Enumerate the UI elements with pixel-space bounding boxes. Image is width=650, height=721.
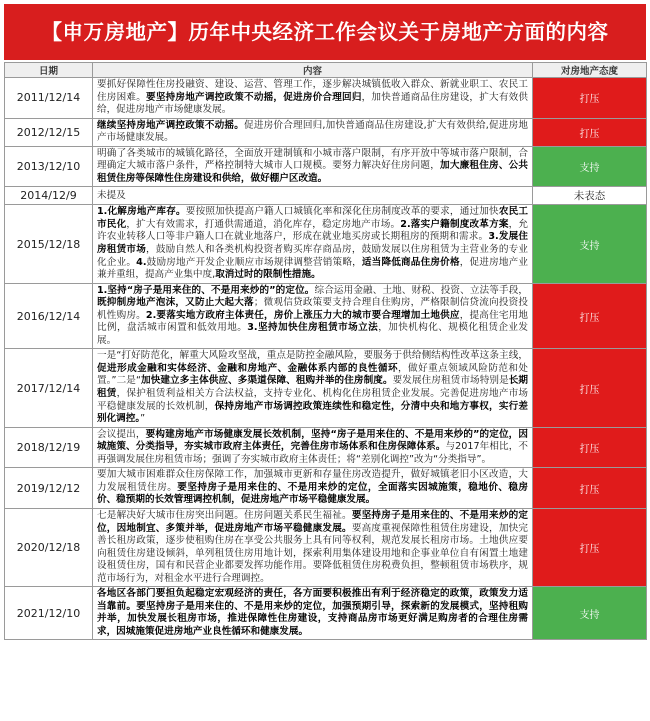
- table-row: [5, 146, 647, 187]
- row-content: [93, 78, 533, 119]
- row-date: 2019/12/12: [5, 468, 93, 509]
- content-emphasis: 加快建立多主体供应、多渠道保障、租购并举的住房制度。: [140, 375, 393, 387]
- content-text: 与2017年相比，不再强调发展住房租赁市场；强调了夯实城市政府主体责任；将“差别化调控”改为“分类指导”。: [97, 441, 528, 465]
- table-row: [5, 508, 647, 586]
- content-text: 会议提出，: [97, 428, 146, 440]
- table-row: [5, 349, 647, 427]
- row-date: 2021/12/10: [5, 587, 93, 640]
- content-text: 综合运用金融、土地、财税、投资、立法等手段，: [314, 284, 528, 296]
- content-text: 要抓好保障性住房投融资、建设、运营、管理工作，逐步解决城镇低收入群众、新就业职工、农民工住房困难。: [97, 79, 528, 103]
- content-text: ”: [140, 413, 146, 425]
- row-attitude-badge: 打压: [533, 508, 647, 586]
- row-attitude-badge: 支持: [533, 205, 647, 283]
- row-content: [93, 349, 533, 427]
- content-emphasis: 要坚持房子是用来住的、不是用来炒的定位，全面落实因城施策，稳地价、稳房价、稳预期的长效管理调控机制，促进房地产市场平稳健康发展。: [97, 481, 529, 506]
- content-text: ，保护租赁利益相关方合法权益，支持专业化、机构化住房租赁企业发展。完善促进房地产市场平稳健康发展的长效机制，: [97, 388, 529, 412]
- content-text: 鼓励房地产开发企业顺应市场规律调整营销策略，: [146, 256, 362, 268]
- content-emphasis: 适当降低商品住房价格: [361, 256, 460, 268]
- content-text: 要发展住房租赁市场特别是: [392, 375, 509, 387]
- content-emphasis: 要坚持房子是用来住的、不是用来炒的定位，因地制宜、多策并举，促进房地产市场平稳健康发展。: [97, 509, 529, 534]
- content-text: ，扩大有效需求，打通供需通道，消化库存，稳定房地产市场。: [126, 218, 401, 230]
- row-attitude-badge: 未表态: [533, 187, 647, 205]
- row-date: 2012/12/15: [5, 118, 93, 146]
- content-emphasis: 农民工市民化: [97, 206, 529, 230]
- content-emphasis: 3.发展住房租赁市场: [97, 231, 528, 256]
- row-date: 2020/12/18: [5, 508, 93, 586]
- content-emphasis: 要坚持房地产调控政策不动摇，促进房价合理回归: [146, 91, 362, 103]
- content-emphasis: 促进形成金融和实体经济、金融和房地产、金融体系内部的良性循环: [97, 362, 399, 374]
- row-content: [93, 427, 533, 468]
- content-emphasis: 4.: [136, 256, 147, 268]
- row-content: [93, 508, 533, 586]
- row-attitude-badge: 打压: [533, 78, 647, 119]
- row-content: [93, 146, 533, 187]
- row-attitude-badge: 打压: [533, 468, 647, 509]
- content-text: 一是“打好防范化，解重大风险攻坚战，重点是防控金融风险，要服务于供给侧结构性改革这条主线，: [97, 350, 528, 362]
- row-content: [93, 118, 533, 146]
- content-emphasis: 各地区各部门要担负起稳定宏观经济的责任，各方面要积极推出有利于经济稳定的政策，政策发力适当靠前。要坚持房子是用来住的、不是用来炒的定位，加强预期引导，探索新的发展模式，坚持租购并举，加快发展长租房市场，推进保障性住房建设，支持商品房市场更好满足购房者的合理住房需求，因城施策促进房地产业良性循环和健康发展。: [97, 588, 528, 637]
- row-date: 2015/12/18: [5, 205, 93, 283]
- content-emphasis: 加大廉租住房、公共租赁住房等保障性住房建设和供给，做好棚户区改造。: [97, 160, 529, 184]
- content-emphasis: 取消过时的限制性措施。: [215, 269, 321, 281]
- header-date: 日期: [5, 63, 93, 78]
- table-row: [5, 118, 647, 146]
- content-text: ，促进房地产业兼并重组，提高产业集中度,: [97, 256, 529, 281]
- table-row: [5, 283, 647, 349]
- table-row: [5, 205, 647, 283]
- content-text: ，允许农业转移人口等非户籍人口在就业地落户，形成在就业地买房或长期租房的预期和需求。: [97, 218, 529, 243]
- row-date: 2011/12/14: [5, 78, 93, 119]
- table-row: [5, 187, 647, 205]
- content-emphasis: 保持房地产市场调控政策连续性和稳定性，分清中央和地方事权，实行差别化调控。: [97, 400, 529, 425]
- content-text: ，做好重点领域风险防范和处置。”二是“: [97, 362, 529, 387]
- content-text: 要加大城市困难群众住房保障工作，加强城市更新和存量住房改造提升，做好城镇老旧小区改造，大力发展租赁住房。: [97, 469, 528, 493]
- row-content: [93, 283, 533, 349]
- policy-table: [4, 62, 647, 640]
- content-text: 要高度重视保障性租赁住房建设，加快完善长租房政策，逐步使租购住房在享受公共服务上具有同等权利，规范发展长租房市场。土地供应要向租赁住房建设倾斜，单列租赁住房用地计划，探索利用集体建设用地和企事业单位自有闲置土地建设租赁住房，国有和民营企业都要发挥功能作用。要降低租赁住房税费负担，整顿租赁市场秩序，规范市场行为，对租金水平进行合理调控。: [97, 522, 529, 584]
- table-row: [5, 78, 647, 119]
- content-emphasis: 既抑制房地产泡沫，又防止大起大落: [97, 297, 254, 309]
- row-attitude-badge: 支持: [533, 146, 647, 187]
- table-row: [5, 587, 647, 640]
- content-text: ；微观信贷政策要支持合理自住购房，严格限制信贷流向投资投机性购房。: [97, 297, 529, 321]
- table-row: [5, 427, 647, 468]
- row-content: [93, 587, 533, 640]
- row-attitude-badge: 打压: [533, 283, 647, 349]
- content-text: ，加快机构化、规模化租赁企业发展。: [97, 322, 529, 346]
- row-date: 2016/12/14: [5, 283, 93, 349]
- row-attitude-badge: 打压: [533, 427, 647, 468]
- row-attitude-badge: 打压: [533, 118, 647, 146]
- header-attitude: 对房地产态度: [533, 63, 647, 78]
- row-attitude-badge: 支持: [533, 587, 647, 640]
- content-text: ，鼓励自然人和各类机构投资者购买库存商品房，鼓励发展以住房租赁为主营业务的专业化企业。: [97, 244, 529, 268]
- row-attitude-badge: 打压: [533, 349, 647, 427]
- row-date: 2014/12/9: [5, 187, 93, 205]
- table-body: [5, 78, 647, 640]
- content-emphasis: 要构建房地产市场健康发展长效机制，坚持“房子是用来住的、不是用来炒的”的定位，因城施策、分类指导，夯实城市政府主体责任，完善住房市场体系和住房保障体系。: [97, 428, 529, 453]
- row-content: [93, 468, 533, 509]
- content-emphasis: 2.落实户籍制度改革方案: [400, 218, 509, 230]
- content-text: 促进房价合理回归,加快普通商品住房建设,扩大有效供给,促进房地产市场健康发展。: [97, 119, 528, 144]
- page-title: 【申万房地产】历年中央经济工作会议关于房地产方面的内容: [4, 4, 646, 60]
- row-date: 2018/12/19: [5, 427, 93, 468]
- row-content: [93, 187, 533, 205]
- table-header-row: [5, 63, 647, 78]
- content-text: ，提高住宅用地比例，盘活城市闲置和低效用地。: [97, 309, 529, 334]
- content-emphasis: 1.坚持“房子是用来住的、不是用来炒的”的定位。: [97, 284, 315, 296]
- row-date: 2013/12/10: [5, 146, 93, 187]
- header-content: 内容: [93, 63, 533, 78]
- content-text: 未提及: [97, 189, 126, 201]
- content-text: 七是解决好大城市住房突出问题。住房问题关系民生福祉。: [97, 509, 352, 521]
- content-text: 要按照加快提高户籍人口城镇化率和深化住房制度改革的要求，通过加快: [185, 206, 499, 218]
- content-emphasis: 1.化解房地产库存。: [97, 206, 186, 218]
- content-text: ，加快普通商品住房建设，扩大有效供给，促进房地产市场健康发展。: [97, 91, 529, 116]
- content-emphasis: 继续坚持房地产调控政策不动摇。: [97, 119, 245, 131]
- table-row: [5, 468, 647, 509]
- content-text: 明确了各类城市的城镇化路径，全面放开建制镇和小城市落户限制，有序开放中等城市落户限制，合理确定大城市落户条件，严格控制特大城市人口规模。要努力解决好住房问题，: [97, 147, 528, 172]
- content-emphasis: 2.要落实地方政府主体责任，房价上涨压力大的城市要合理增加土地供应: [145, 309, 460, 321]
- content-emphasis: 长期租赁: [97, 375, 529, 400]
- row-date: 2017/12/14: [5, 349, 93, 427]
- row-content: [93, 205, 533, 283]
- content-emphasis: 3.坚持加快住房租赁市场立法: [247, 322, 379, 334]
